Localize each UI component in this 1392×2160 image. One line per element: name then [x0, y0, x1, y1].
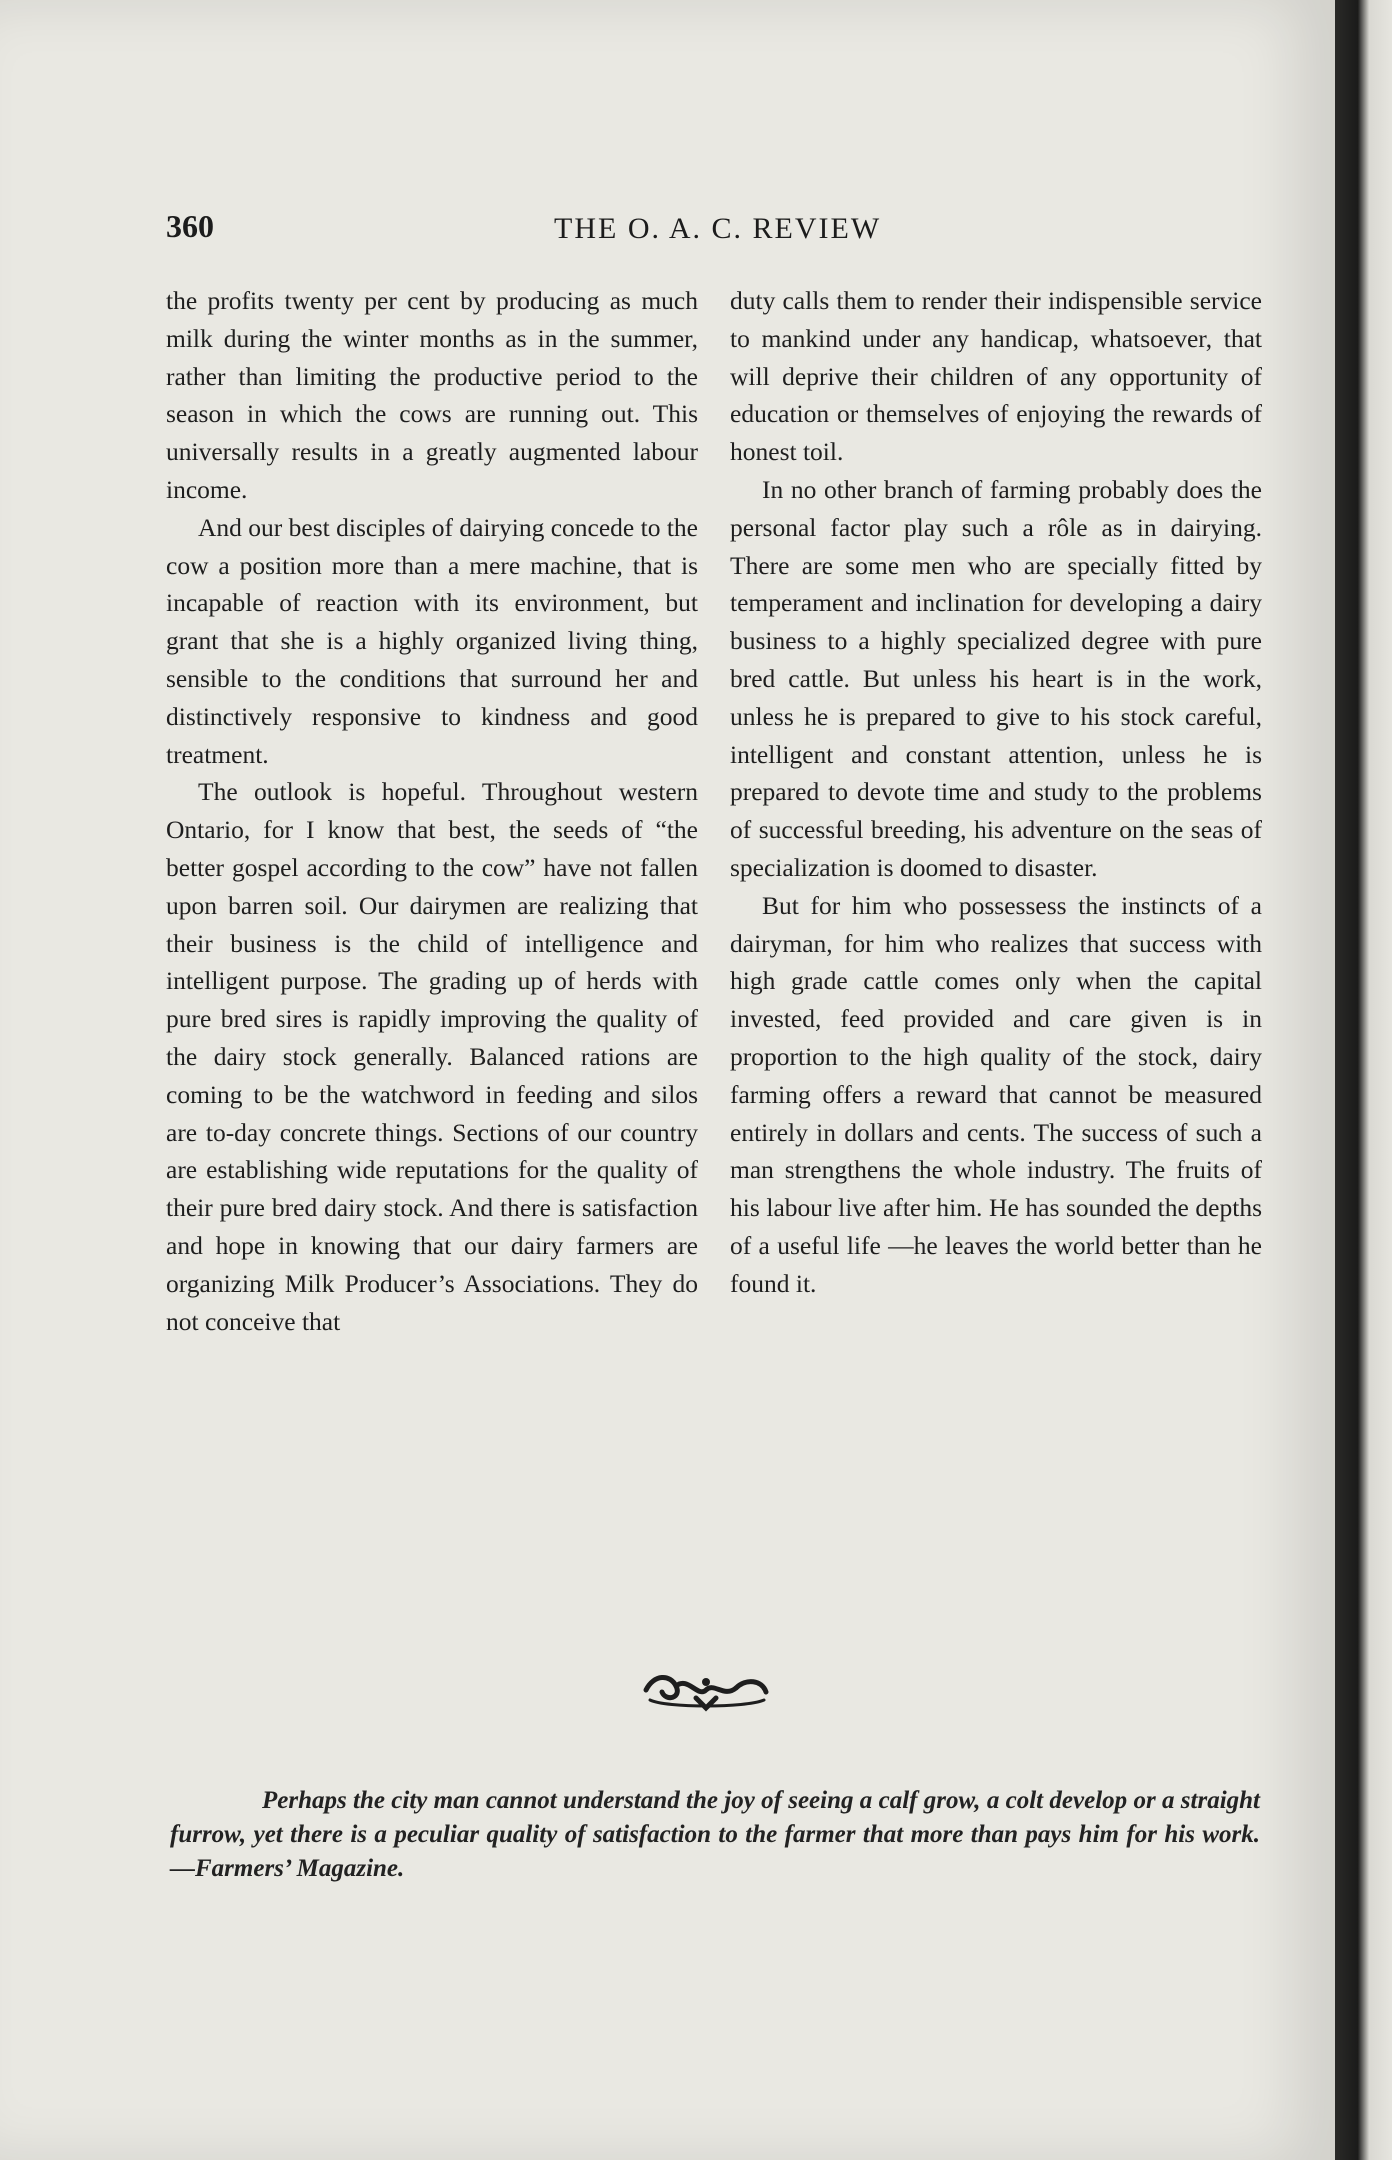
running-head [166, 208, 1266, 258]
closing-quote-text: Perhaps the city man cannot understand the joy of seeing a calf grow, a colt develop or a straight furrow, yet there is a peculiar quality of satisfaction to the farmer that more than pays him for his work.—Farmers’ Magazine. [170, 1787, 1260, 1882]
page-number: 360 [166, 208, 214, 244]
left-paragraph-2: And our best disciples of dairying concede to the cow a position more than a mere machine, that is incapable of reaction with its environment, but grant that she is a highly organized living thing, sensible to the conditions that surround her and distinctively responsive to kindness and good treatment. [166, 512, 698, 769]
left-paragraph-1: the profits twenty per cent by producing as much milk during the winter months as in the summer, rather than limiting the productive period to the season in which the cows are running out. This universally results in a greatly augmented labour income. [166, 286, 698, 504]
book-binding-edge [1335, 0, 1392, 2160]
right-paragraph-3: But for him who possessess the instincts of a dairyman, for him who realizes that success with high grade cattle comes only when the capital invested, feed provided and care given is in proportion to the high quality of the stock, dairy farming offers a reward that cannot be measured entirely in dollars and cents. The success of such a man strengthens the whole industry. The fruits of his labour live after him. He has sounded the depths of a useful life —he leaves the world better than he found it. [730, 890, 1262, 1298]
right-column [730, 282, 1262, 1303]
journal-title: THE O. A. C. REVIEW [554, 212, 882, 245]
printer-ornament-icon [636, 1668, 776, 1712]
right-paragraph-1: duty calls them to render their indispensible service to mankind under any handicap, whatsoever, that will deprive their children of any opportunity of education or themselves of enjoying the rewards of honest toil. [730, 286, 1262, 467]
left-column [166, 282, 698, 1340]
left-paragraph-3: The outlook is hopeful. Throughout western Ontario, for I know that best, the seeds of “the better gospel according to the cow” have not fallen upon barren soil. Our dairymen are realizing that their business is the child of intelligence and intelligent purpose. The grading up of herds with pure bred sires is rapidly improving the quality of the dairy stock generally. Balanced rations are coming to be the watchword in feeding and silos are to-day concrete things. Sections of our country are establishing wide reputations for the quality of their pure bred dairy stock. And there is satisfaction and hope in knowing that our dairy farmers are organizing Milk Producer’s Associations. They do not conceive that [166, 777, 698, 1336]
right-paragraph-2: In no other branch of farming probably does the personal factor play such a rôle as in dairying. There are some men who are specially fitted by temperament and inclination for developing a dairy business to a highly specialized degree with pure bred cattle. But unless his heart is in the work, unless he is prepared to give to his stock careful, intelligent and constant attention, unless he is prepared to devote time and study to the problems of successful breeding, his adventure on the seas of specialization is doomed to disaster. [730, 474, 1262, 882]
closing-quote [170, 1784, 1260, 1886]
